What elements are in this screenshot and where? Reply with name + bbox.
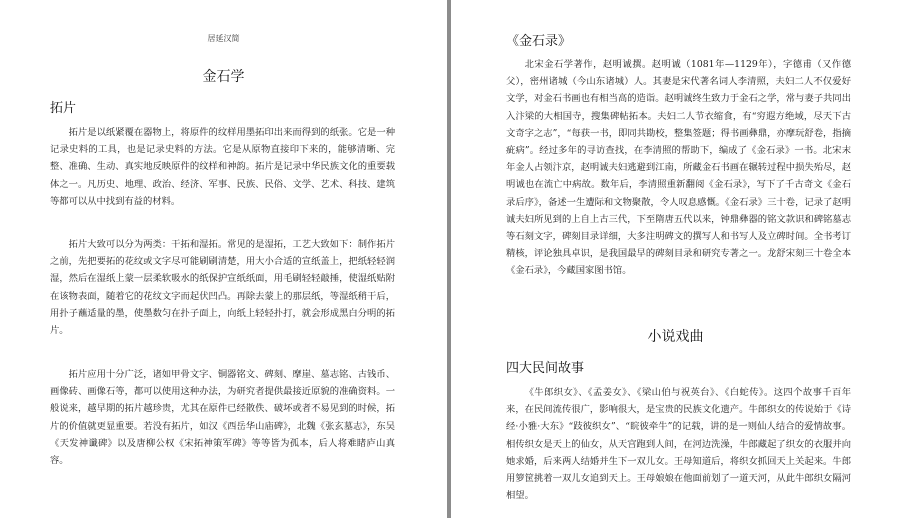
- paragraph: 拓片应用十分广泛，诸如甲骨文字、铜器铭文、碑刻、摩崖、墓志铭、古钱币、画像砖、画像石等，都可以使用这种办法，为研究者提供最接近原貌的准确资料。一般说来，越早期的拓片越珍贵，尤其在原件已经散佚、破坏或者不易见到的时候，拓片的价值就更显重要。若没有拓片，如汉《西岳华山庙碑》，北魏《张玄墓志》，东吴《天发神谶碑》以及唐柳公权《宋拓神策军碑》等等皆为孤本，后人将难睹庐山真容。: [50, 369, 395, 467]
- section-heading: 拓片: [50, 101, 77, 116]
- paragraph: 北宋金石学著作，赵明诚撰。赵明诚（1081年—1129年），字德甫（又作德父），密州诸城（今山东诸城）人。其妻是宋代著名词人李清照，夫妇二人不仅爱好文学，对金石书画也有相当高的造诣。赵明诚终生致力于金石之学，常与妻子共同出入汴梁的大相国寺，搜集碑帖拓本。夫妇二人节衣缩食，有“穷遐方绝域，尽天下古文奇字之志”，“每获一书，即同共勘校，整集签题；得书画彝鼎，亦摩玩舒卷，指摘疵病”。经过多年的寻访查找，在李清照的帮助下，编成了《金石录》一书。北宋末年金人占领汴京，赵明诚夫妇逃避到江南，所藏金石书画在辗转过程中损失殆尽，赵明诚也在流亡中病故。数年后，李清照重新翻阅《金石录》，写下了千古奇文《金石录后序》，备述一生遭际和文物聚散，令人叹息感慨。《金石录》三十卷，记录了赵明诚夫妇所见到的上自上古三代，下至隋唐五代以来，钟鼎彝器的铭文款识和碑铭墓志等石刻文字，碑刻目录详细，大多注明碑文的撰写人和书写人及立碑时间。全书考订精核，评论独具卓识，是我国最早的碑刻目录和研究专著之一。龙舒宋刻三十卷全本《金石录》，今藏国家图书馆。: [506, 59, 851, 277]
- chapter-title: 金石学: [202, 69, 245, 85]
- paragraph: 拓片是以纸紧覆在器物上，将原件的纹样用墨拓印出来而得到的纸张。它是一种记录史料的工具，也是记录史料的方法。它是从原物直接印下来的，能够清晰、完整、准确、生动、真实地反映原件的纹样和神韵。拓片是记录中华民族文化的重要载体之一。凡历史、地理、政治、经济、军事、民族、民俗、文学、艺术、科技、建筑等都可以从中找到有益的材料。: [50, 127, 395, 207]
- running-header: 居延汉简: [207, 34, 240, 43]
- right-page: [451, 0, 900, 518]
- paragraph: 拓片大致可以分为两类：干拓和湿拓。常见的是湿拓，工艺大致如下：制作拓片之前，先把要拓的花纹或文字尽可能刷刷清楚，用大小合适的宣纸盖上，把纸轻轻润湿，然后在湿纸上蒙一层柔软吸水的纸保护宣纸纸面，用毛刷轻轻敲捶，使湿纸贴附在该物表面，随着它的花纹文字而起伏凹凸。再除去蒙上的那层纸，等湿纸稍干后，用扑子蘸适量的墨，使墨数匀在扑子面上，向纸上轻轻扑打，就会形成黑白分明的拓片。: [50, 239, 395, 337]
- left-page: [0, 0, 447, 518]
- section-heading: 《金石录》: [506, 34, 572, 49]
- chapter-title: 小说戏曲: [647, 329, 704, 345]
- paragraph: 《牛郎织女》、《孟姜女》、《梁山伯与祝英台》、《白蛇传》。这四个故事千百年来，在民间流传很广，影响很大，是宝贵的民族文化遗产。牛郎织女的传说始于《诗经·小雅·大东》“跂彼织女”、“睆彼牵牛”的记载，讲的是一则仙人结合的爱情故事。相传织女是天上的仙女，从天宫跑到人间，在河边洗澡，牛郎藏起了织女的衣服并向她求婚，后来两人结婚并生下一双儿女。王母知道后，将织女抓回天上关起来。牛郎用箩筐挑着一双儿女追到天上。王母娘娘在他面前划了一道天河，从此牛郎织女隔河相望。: [506, 387, 851, 502]
- section-heading: 四大民间故事: [506, 361, 585, 376]
